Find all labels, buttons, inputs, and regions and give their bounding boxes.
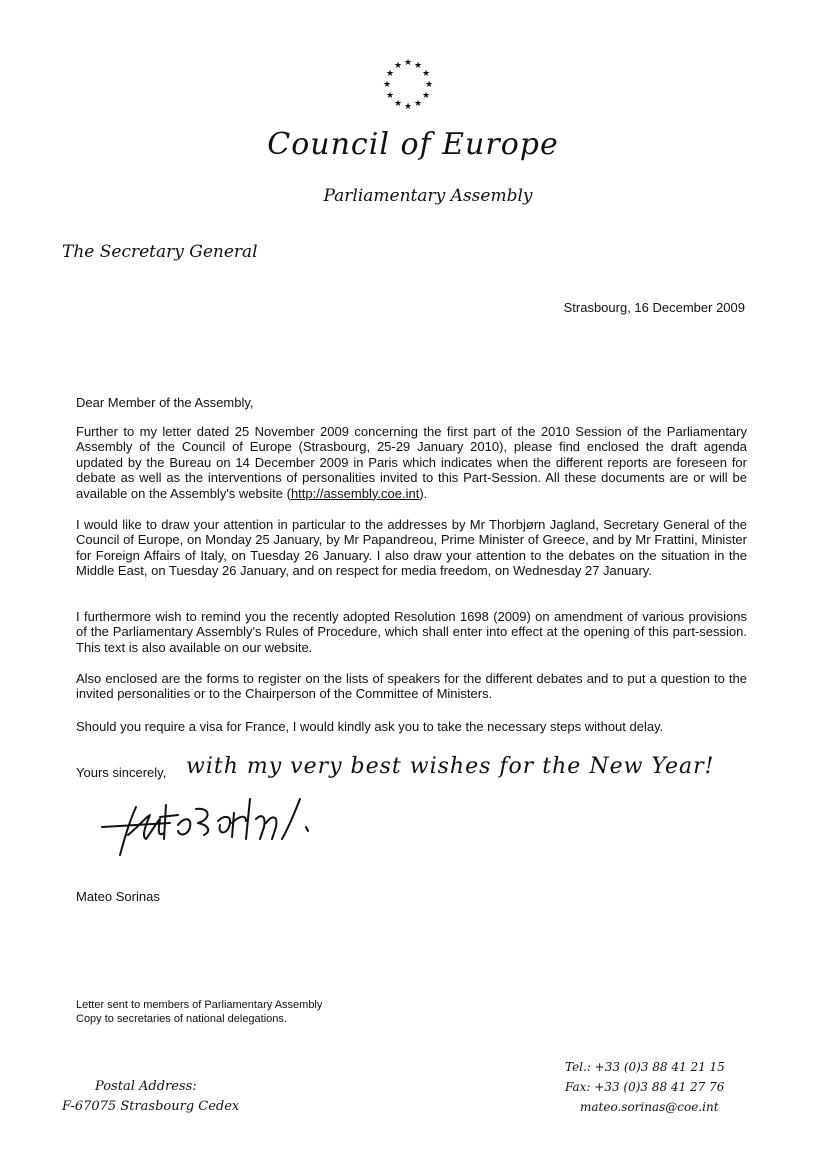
paragraph-1-text: Further to my letter dated 25 November 2009 concerning the first part of the 2010 Session of the Parliamentary Assembly of the Council of Europe (Strasbourg, 25-29 January 2010), please find enclosed the draft agenda updated by the Bureau on 14 December 2009 in Paris which indicates when the different reports are foreseen for debate as well as the interventions of personalities invited to this Part-Session. All these documents are or will be available on the Assembly's website (: [76, 424, 747, 501]
paragraph-5: Should you require a visa for France, I would kindly ask you to take the necessary steps without delay.: [76, 719, 664, 734]
postal-address-city: F-67075 Strasbourg Cedex: [62, 1099, 240, 1114]
assembly-name: Parliamentary Assembly: [323, 186, 533, 206]
paragraph-1-end: ).: [419, 485, 428, 501]
svg-text:★: ★: [382, 80, 392, 90]
closing: Yours sincerely,: [76, 765, 167, 780]
svg-text:★: ★: [385, 69, 395, 79]
eu-stars-logo: [378, 56, 438, 112]
handwritten-note: with my very best wishes for the New Year!: [186, 754, 715, 779]
paragraph-1: [76, 424, 747, 501]
distribution-line-2: Copy to secretaries of national delegations.: [76, 1013, 287, 1025]
svg-text:★: ★: [413, 61, 423, 71]
distribution-note: [76, 998, 322, 1026]
signer-name: Mateo Sorinas: [76, 889, 160, 904]
svg-text:★: ★: [413, 99, 423, 109]
letter-date: Strasbourg, 16 December 2009: [563, 300, 745, 315]
svg-text:★: ★: [385, 91, 395, 101]
distribution-line-1: Letter sent to members of Parliamentary Assembly: [76, 999, 323, 1011]
email-address[interactable]: mateo.sorinas@coe.int: [580, 1100, 719, 1114]
fax-number: Fax: +33 (0)3 88 41 27 76: [565, 1080, 725, 1094]
salutation: Dear Member of the Assembly,: [76, 395, 254, 410]
postal-address-label: Postal Address:: [95, 1079, 197, 1094]
paragraph-3: I furthermore wish to remind you the recently adopted Resolution 1698 (2009) on amendment of various provisions of the Parliamentary Assembly's Rules of Procedure, which shall enter into effect at the opening of this part-session. This text is also available on our website.: [76, 609, 747, 655]
website-link[interactable]: http://assembly.coe.int: [290, 485, 420, 501]
office-title: The Secretary General: [62, 242, 258, 262]
organization-name: Council of Europe: [267, 127, 559, 162]
signature: [100, 795, 350, 865]
svg-text:★: ★: [421, 91, 431, 101]
telephone-number: Tel.: +33 (0)3 88 41 21 15: [565, 1060, 725, 1074]
svg-text:★: ★: [393, 99, 403, 109]
svg-text:★: ★: [424, 80, 434, 90]
paragraph-2: I would like to draw your attention in particular to the addresses by Mr Thorbjørn Jagland, Secretary General of the Council of Europe, on Monday 25 January, by Mr Papandreou, Prime Minister of Greece, and by Mr Frattini, Minister for Foreign Affairs of Italy, on Tuesday 26 January. I also draw your attention to the debates on the situation in the Middle East, on Tuesday 26 January, and on respect for media freedom, on Wednesday 27 January.: [76, 517, 747, 579]
svg-text:★: ★: [403, 102, 413, 112]
svg-text:★: ★: [421, 69, 431, 79]
svg-text:★: ★: [403, 58, 413, 68]
paragraph-4: Also enclosed are the forms to register on the lists of speakers for the different debates and to put a question to the invited personalities or to the Chairperson of the Committee of Ministers.: [76, 671, 747, 702]
svg-text:★: ★: [393, 61, 403, 71]
